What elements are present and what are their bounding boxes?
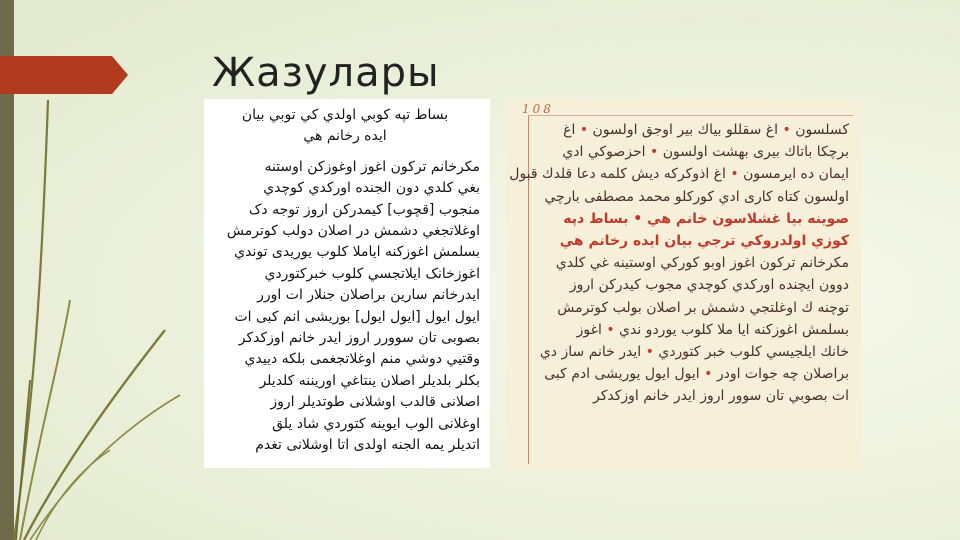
printed-line: بسلمش اغوزکنه ایاملا کلوب یوریدی توندي — [234, 244, 480, 261]
printed-line: بکلر بلدیلر اصلان ینتاغي اوریننه کلدیلر — [259, 372, 480, 389]
manuscript-dot: • — [645, 344, 654, 361]
manuscript-line: خانك ایلجیسي کلوب خبر کتوردي • ایدر خانم ساز دي — [539, 344, 849, 361]
manuscript-line: اولسون کتاه کاری ادي کورکلو محمد مصطفی بارچي — [544, 188, 849, 205]
manuscript-line: کسلسون • اغ سقللو بیاك بیر اوجق اولسون • اغ — [563, 122, 849, 138]
manuscript-line: صوینه بیا غشلاسون خانم هي • بساط دپه — [563, 210, 849, 227]
printed-line: اوغلاتجغي دشمش در اصلان دولب کوترمش — [226, 223, 480, 240]
manuscript-line: دوون ایچنده اورکدي کوچدي مجوب کیدرکن اروز — [569, 277, 849, 294]
manuscript-image — [506, 99, 861, 470]
slide-title: Жазулары — [212, 50, 440, 96]
manuscript-page-number: 108 — [522, 102, 554, 116]
manuscript-dot: • — [633, 210, 643, 227]
printed-line: وقتیي دوشي منم اوغلاتجغمی بلکه دییدي — [244, 351, 480, 368]
manuscript-dot: • — [650, 144, 659, 161]
printed-line: اوغلانی الوب ایوینه کتوردي شاد یلق — [272, 415, 480, 432]
manuscript-line: ات بصوبي تان سوور اروز ایدر خانم اوزکدکر — [593, 388, 849, 405]
manuscript-line: برچکا باتاك بیری بهشت اولسون • احزصوکي ادي — [562, 144, 849, 161]
manuscript-lines — [509, 119, 849, 408]
printed-line: ایدرخانم سارین براصلان جنلار ات اورر — [257, 287, 480, 304]
manuscript-line: کوزي اولدروکي ترجي بیان ایده رخانم هي — [559, 233, 849, 250]
manuscript-dot: • — [606, 321, 615, 338]
printed-line: منجوب [قچوب] کیمدرکن اروز توجه دک — [248, 201, 480, 218]
printed-line: اغوزخانک ایلاتجسي کلوب خبرکتوردي — [264, 265, 480, 282]
printed-line: بغي کلدي دون الجنده اورکدي کوچدي — [263, 180, 480, 197]
title-arrow-marker — [0, 56, 130, 94]
printed-line: اتدیلر یمه الجنه اولدی اتا اوشلانی تغدم — [255, 437, 480, 454]
manuscript-line: بسلمش اغوزکنه ایا ملا کلوب یوردو ندي • اغوز — [576, 321, 849, 338]
printed-heading-line: ایده رخانم هي — [303, 128, 387, 145]
manuscript-dot: • — [579, 122, 589, 138]
manuscript-line: براصلان چه جوات اودر • ایول ایول یوریشی ادم کبی — [544, 366, 849, 383]
manuscript-line: ایمان ده ایرمسون • اغ اذوکرکه دیش کلمه دعا قلدك قبول — [509, 166, 849, 183]
printed-line: مکرخانم ترکون اغوز اوغوزکن اوستنه — [264, 158, 480, 175]
printed-line: ایول ایول [ایول ایول] بوریشی انم کبی ات — [234, 308, 480, 325]
printed-heading-line: بساط تپه کوبي اولدي کي توبي بیان — [241, 107, 449, 123]
manuscript-dot: • — [704, 366, 713, 383]
printed-line: اصلانی قالدب اوشلانی طوتدیلر اروز — [270, 394, 480, 411]
printed-line: بصوبی تان سوورر اروز ایدر خانم اوزکدکر — [238, 330, 480, 347]
manuscript-line: مکرخانم ترکون اغوز اوبو کورکي اوستینه غي کلدي — [555, 255, 849, 272]
manuscript-line: توچنه ك اوغلتجي دشمش بر اصلان بولب کوترمش — [557, 299, 849, 316]
manuscript-dot: • — [730, 166, 739, 183]
manuscript-dot: • — [782, 122, 791, 138]
printed-text-image — [204, 99, 490, 468]
